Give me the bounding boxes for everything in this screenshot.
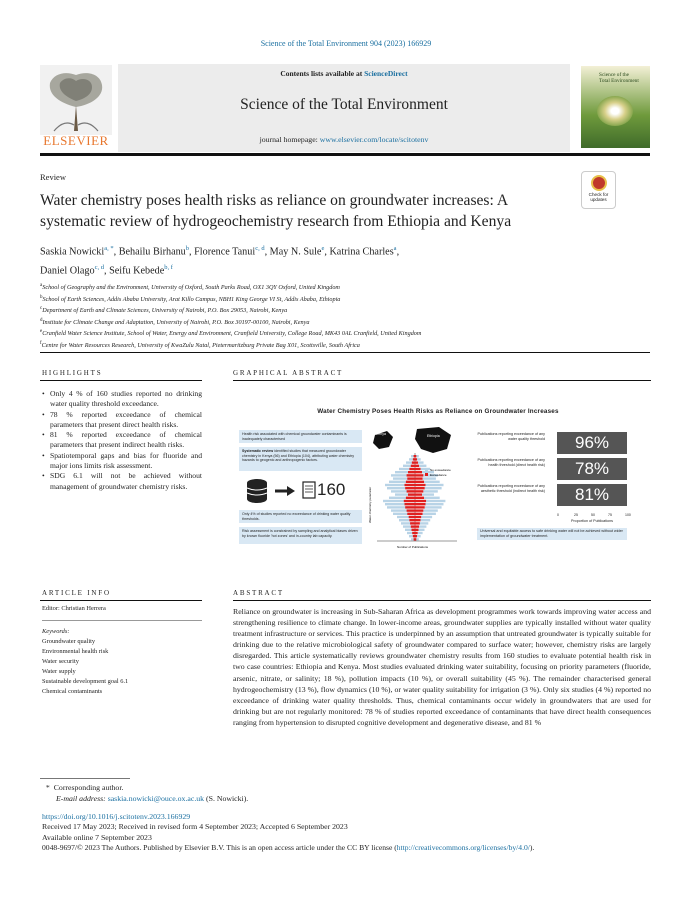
pyramid-bar-exceed: [414, 455, 417, 457]
pyramid-bar-exceed: [408, 493, 422, 495]
kenya-label: Kenya: [376, 432, 386, 436]
pct-axis-tick: 75: [608, 513, 612, 517]
affiliation: [40, 304, 650, 316]
author-name[interactable]: Daniel Olago: [40, 265, 95, 277]
pct-axis-tick: 0: [557, 513, 559, 517]
bullet-icon: •: [42, 430, 45, 440]
pyramid-bar-exceed: [411, 525, 419, 527]
cover-title: [599, 72, 639, 84]
badge-label: [582, 192, 615, 202]
highlight-item: [42, 451, 202, 472]
contents-prefix: Contents lists available at: [280, 69, 365, 78]
ethiopia-label: Ethiopia: [427, 434, 440, 438]
doi-link[interactable]: https://doi.org/10.1016/j.scitotenv.2023.166929: [42, 812, 191, 821]
elsevier-logo: [40, 65, 112, 149]
affiliation-mark: e: [40, 329, 43, 335]
keyword: Chemical contaminants: [42, 688, 103, 695]
cover-title-line1: Science of the: [599, 72, 630, 78]
author-name[interactable]: Katrina Charles: [329, 246, 394, 258]
pyramid-bar-exceed: [407, 477, 422, 479]
ga-title: Water Chemistry Poses Health Risks as Reliance on Groundwater Increases: [317, 408, 559, 415]
pyramid-bar-exceed: [413, 458, 417, 460]
journal-title: Science of the Total Environment: [240, 96, 448, 113]
publication-info: [42, 812, 662, 854]
pyramid-bar-exceed: [406, 497, 424, 499]
affiliation: [40, 327, 650, 339]
highlight-text: Only 4 % of 160 studies reported no drinking water quality threshold exceedance.: [50, 389, 202, 409]
homepage-prefix: journal homepage:: [259, 135, 320, 144]
pct-axis-tick: 50: [591, 513, 595, 517]
highlight-text: 81 % reported exceedance of chemical parameters that present indirect health risks.: [50, 430, 202, 450]
ga-box-review-bold: Systematic review: [242, 449, 274, 453]
corresponding-author: [42, 782, 642, 793]
graphical-abstract: [227, 397, 649, 556]
email-line: [42, 793, 642, 804]
abstract-heading: ABSTRACT: [233, 589, 284, 597]
email-link[interactable]: saskia.nowicki@ouce.ox.ac.uk: [107, 794, 205, 803]
ga-box-no-exceedance: Only 4% of studies reported no exceedance of drinking water quality thresholds.: [239, 510, 362, 523]
keyword: Sustainable development goal 6.1: [42, 678, 129, 685]
ga-percent-value: 78%: [557, 458, 627, 480]
email-suffix: (S. Nowicki).: [204, 794, 249, 803]
highlight-text: 78 % reported exceedance of chemical parameters that present direct health risks.: [50, 409, 202, 429]
badge-line1: Check for: [588, 192, 609, 197]
pyramid-bar-right: [425, 506, 442, 508]
x-axis-label: Number of Publications: [397, 545, 429, 549]
author-separator: ,: [104, 265, 110, 277]
article-info-divider: [42, 620, 202, 621]
pyramid-bar-exceed: [404, 500, 426, 502]
ga-percent-row: [477, 458, 627, 480]
article-title: Water chemistry poses health risks as reliance on groundwater increases: A systematic review of hydrogeochemistry research from Ethiopia and Kenya: [40, 192, 512, 230]
affiliation: [40, 339, 650, 351]
pyramid-bar-right: [420, 522, 428, 524]
highlight-text: SDG 6.1 will not be achieved without management of groundwater chemistry risks.: [50, 471, 202, 491]
pyramid-bar-right: [424, 481, 440, 483]
pyramid-bar-exceed: [406, 481, 424, 483]
pyramid-bar-right: [419, 525, 426, 527]
license-suffix: ).: [529, 843, 535, 853]
badge-line2: updates: [590, 197, 607, 202]
ga-percent-value: 96%: [557, 432, 627, 454]
author-separator: ,: [396, 246, 400, 258]
pyramid-bar-exceed: [414, 538, 417, 540]
highlight-text: Spatiotemporal gaps and bias for fluoride and major ions limits risk assessment.: [50, 450, 202, 471]
keyword: Water security: [42, 658, 79, 665]
affiliation-list: [40, 281, 650, 350]
ga-map-bar-chart: [367, 423, 477, 551]
received-dates: Received 17 May 2023; Received in revised form 4 September 2023; Accepted 6 September 2023: [42, 822, 348, 832]
pyramid-bar-right: [426, 500, 445, 502]
author-name[interactable]: Florence Tanui: [194, 246, 256, 258]
available-online: Available online 7 September 2023: [42, 832, 152, 842]
ga-box-review: [239, 447, 362, 471]
pyramid-bar-exceed: [410, 522, 420, 524]
footnote: [42, 782, 642, 804]
ga-percent-row: [477, 484, 627, 506]
pyramid-bar-exceed: [409, 468, 420, 470]
affiliation: [40, 293, 650, 305]
pyramid-bar-right: [426, 484, 444, 486]
pyramid-bar-exceed: [405, 506, 425, 508]
pyramid-bar-exceed: [413, 535, 417, 537]
license-link[interactable]: http://creativecommons.org/licenses/by/4.0/: [396, 843, 530, 853]
legend-exceed-swatch: [425, 473, 428, 476]
ga-percent-label: Publications reporting exceedance of any health threshold (direct health risk): [477, 458, 545, 467]
publisher-logo-text: ELSEVIER: [43, 133, 109, 148]
keywords-label: Keywords:: [42, 628, 70, 635]
ga-box-inadequate: Health risk associated with chemical groundwater contaminants is inadequately characterised: [239, 430, 362, 443]
affiliation-text: Cranfield Water Science Institute, School of Water, Energy and Environment, Cranfield University, College Road, MK43 0AL Cranfield, United Kingdom: [42, 330, 422, 338]
pyramid-bar-exceed: [408, 471, 422, 473]
affiliation-text: School of Geography and the Environment, University of Oxford, South Parks Road, OX1 3QY Oxford, United Kingdom: [42, 284, 340, 292]
ethiopia-map: [415, 427, 451, 453]
pyramid-bar-exceed: [407, 474, 424, 476]
highlights-list: [42, 389, 202, 492]
pyramid-bar-right: [423, 513, 436, 515]
bullet-icon: •: [42, 471, 45, 481]
highlight-item: [42, 389, 202, 410]
license-line: [42, 843, 662, 853]
keyword-list: [42, 637, 202, 697]
legend-none-label: No exceedance: [430, 468, 451, 472]
author-affiliation-mark[interactable]: e: [321, 245, 325, 252]
email-label: E-mail address:: [56, 794, 108, 803]
check-for-updates-icon: [591, 175, 607, 191]
affiliation-text: Department of Earth and Climate Sciences, University of Nairobi, P.O. Box 29053, Nairobi, Kenya: [42, 307, 288, 315]
pyramid-bar-right: [418, 532, 423, 534]
abstract-rule: [233, 600, 651, 601]
pyramid-bar-right: [421, 519, 431, 521]
pyramid-bar-exceed: [405, 503, 426, 505]
pyramid-bar-right: [425, 487, 442, 489]
ga-study-count: 160: [317, 480, 346, 499]
pct-axis-tick: 25: [574, 513, 578, 517]
ga-box-bias: Risk assessment is constrained by sampling and analytical biases driven by known fluoride 'hot zones' and in-country lab capacity.: [239, 527, 362, 544]
ga-footer-box: Universal and equitable access to safe drinking water will not be achieved without wider implementation of groundwater treatment.: [477, 528, 627, 540]
author-name[interactable]: May N. Sule: [269, 246, 322, 258]
pyramid-bar-right: [416, 538, 418, 540]
divider: [40, 352, 650, 353]
highlights-rule: [40, 380, 202, 381]
pyramid-bar-exceed: [412, 532, 418, 534]
contents-line: [118, 69, 570, 78]
ga-box-review-text: identified studies that measured groundwater chemistry in Kenya (56) and Ethiopia (104), attributing water chemistry hazards to geogenic and anthropogenic factors.: [242, 449, 355, 462]
pyramid-bar-exceed: [411, 465, 419, 467]
author-affiliation-mark[interactable]: a: [393, 245, 397, 252]
sciencedirect-link[interactable]: ScienceDirect: [364, 69, 408, 78]
legend-exceed-label: Exceedance: [430, 473, 447, 477]
article-info-heading: ARTICLE INFO: [42, 589, 111, 597]
author-separator: ,: [264, 246, 270, 258]
pyramid-bar-right: [418, 461, 423, 463]
abstract-text: Reliance on groundwater is increasing in Sub-Saharan Africa as development programmes work towards improving water access and strengthening resilience to climate change. In lower-income areas, groundwater supplies are typically installed without water quality treatment infrastructure or services. This practice is underpinned by an assumption that untreated groundwater is typically suitable for drinking due to the relative microbiological safety of groundwater compared to surface water; however, chemistry risks are largely disregarded. This article systematically reviews groundwater chemistry results from 160 studies to evaluate potential health risk in two case countries: Ethiopia and Kenya. Most studies evaluated drinking water suitability, focusing on priority parameters (fluoride, arsenic, nitrate, or salinity; 18 %), pollution impacts (10 %), or overall suitability (45 %). The remainder characterised general hydrogeochemistry (13 %), flow dynamics (10 %), or water quality suitability for irrigation (3 %). Only six studies (4 %) reported no exceedance of drinking water quality thresholds. Thus, chemical contaminants occur widely in groundwaters that are used for drinking but are not regularly monitored: 78 % of studies reported exceedance of contaminants that have direct health consequences ranging from hypertension to disrupted cognitive development and degenerative disease, and 81 %: [233, 607, 651, 727]
pyramid-bar-right: [421, 516, 432, 518]
pyramid-bar-exceed: [407, 509, 424, 511]
pyramid-bar-exceed: [409, 519, 420, 521]
keyword: Groundwater quality: [42, 638, 96, 645]
affiliation: [40, 316, 650, 328]
pyramid-bar-exceed: [407, 490, 424, 492]
keyword: Environmental health risk: [42, 648, 109, 655]
article-type: Review: [40, 172, 66, 182]
highlight-item: [42, 430, 202, 451]
journal-cover: [581, 66, 650, 148]
affiliation-text: School of Earth Sciences, Addis Ababa University, Arat Killo Campus, NBH1 King George VI St, Addis Ababa, Ethiopia: [42, 295, 341, 303]
cover-image: [597, 96, 633, 126]
check-for-updates-button[interactable]: [581, 171, 616, 209]
affiliation-text: Centre for Water Resources Research, University of KwaZulu Natal, Pietermaritzburg Private Bag X01, Scottsville, South Africa: [41, 341, 360, 349]
pyramid-bar-right: [423, 490, 437, 492]
legend-none-swatch: [425, 468, 428, 471]
bullet-icon: •: [42, 450, 45, 460]
author-affiliation-mark[interactable]: a, *: [104, 245, 114, 252]
editor: Editor: Christian Herrera: [42, 605, 106, 612]
homepage-line: [118, 135, 570, 144]
affiliation-mark: f: [40, 340, 42, 346]
pyramid-bar-right: [426, 503, 444, 505]
highlight-item: [42, 471, 202, 492]
pyramid-bar-exceed: [412, 529, 419, 531]
author-name[interactable]: Seifu Kebede: [109, 265, 165, 277]
header-rule: [40, 153, 650, 156]
affiliation-mark: a: [40, 283, 43, 288]
author-name[interactable]: Saskia Nowicki: [40, 246, 105, 258]
keyword: Water supply: [42, 668, 76, 675]
cover-title-line2: Total Environment: [599, 78, 639, 84]
license-prefix: 0048-9697/© 2023 The Authors. Published by Elsevier B.V. This is an open access article under the CC BY license (: [42, 843, 397, 853]
author-affiliation-mark[interactable]: c, d: [255, 245, 265, 252]
corresponding-label: Corresponding author.: [53, 783, 124, 792]
pyramid-bar-right: [424, 497, 440, 499]
homepage-link[interactable]: www.elsevier.com/locate/scitotenv: [319, 135, 429, 144]
affiliation-mark: c: [40, 306, 43, 312]
bullet-icon: •: [42, 409, 45, 419]
ga-percent-label: Publications reporting exceedance of any water quality threshold: [477, 432, 545, 441]
article-info: [42, 604, 202, 697]
y-axis-label: Water chemistry parameter: [368, 486, 372, 523]
graphical-abstract-heading: GRAPHICAL ABSTRACT: [233, 369, 344, 377]
pyramid-bar-exceed: [405, 487, 425, 489]
pyramid-bar-right: [417, 458, 421, 460]
affiliation-mark: d: [40, 317, 43, 323]
pyramid-bar-right: [417, 535, 421, 537]
highlights-heading: HIGHLIGHTS: [42, 369, 103, 377]
author-affiliation-mark[interactable]: b: [185, 245, 190, 252]
affiliation-text: Institute for Climate Change and Adaptation, University of Nairobi, P.O. Box 30197-00100, Nairobi, Kenya: [42, 318, 310, 326]
pyramid-bar-right: [416, 455, 418, 457]
highlight-item: [42, 410, 202, 431]
pct-axis-label: Proportion of Publications: [570, 519, 614, 523]
journal-reference[interactable]: Science of the Total Environment 904 (2023) 166929: [260, 39, 432, 48]
pyramid-bar-exceed: [407, 513, 422, 515]
pyramid-bar-exceed: [409, 516, 422, 518]
bullet-icon: •: [42, 389, 45, 398]
footnote-rule: [40, 778, 130, 779]
author-separator: ,: [324, 246, 330, 258]
pyramid-bar-right: [419, 465, 426, 467]
graphical-abstract-rule: [233, 380, 651, 381]
author-list: [40, 241, 640, 280]
affiliation: [40, 281, 650, 293]
pyramid-bar-right: [419, 529, 425, 531]
pyramid-bar-right: [423, 509, 437, 511]
pct-axis-tick: 100: [625, 513, 631, 517]
pyramid-bar-exceed: [412, 461, 418, 463]
footnote-mark: *: [45, 783, 50, 792]
pyramid-bar-right: [423, 477, 436, 479]
ga-percent-row: [477, 432, 627, 454]
pyramid-bar-right: [422, 493, 434, 495]
author-affiliation-mark[interactable]: c, d: [94, 264, 104, 272]
author-affiliation-mark[interactable]: b, f: [164, 264, 173, 272]
pyramid-bar-exceed: [405, 484, 426, 486]
ga-percent-label: Publications reporting exceedance of any aesthetic threshold (indirect health risk): [477, 484, 545, 493]
affiliation-mark: b: [40, 294, 43, 300]
author-separator: ,: [189, 246, 195, 258]
article-info-rule: [40, 600, 202, 601]
author-name[interactable]: Behailu Birhanu: [118, 246, 186, 258]
ga-percent-value: 81%: [557, 484, 627, 506]
author-separator: ,: [113, 246, 119, 258]
